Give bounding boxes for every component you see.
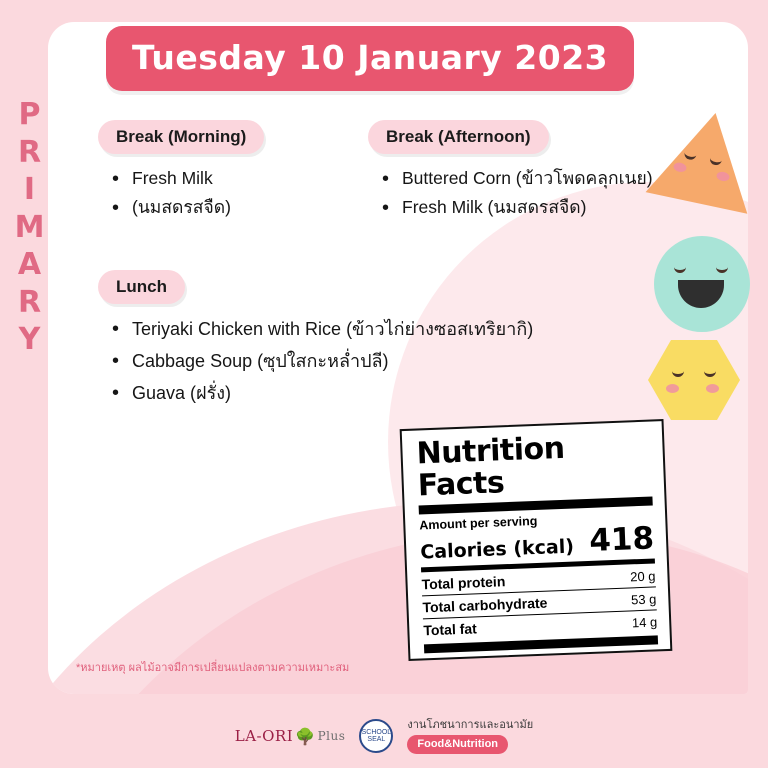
- list-item-continuation: • (นมสดรสจืด): [112, 195, 348, 220]
- nutrition-title: Nutrition Facts: [415, 430, 566, 503]
- section-title-break-afternoon: Break (Afternoon): [368, 120, 549, 154]
- list-item: • Teriyaki Chicken with Rice (ข้าวไก่ย่างซอสเทริยากิ): [112, 316, 698, 342]
- nutrient-name: Total fat: [423, 620, 478, 639]
- brand-name: LA-ORI: [234, 727, 294, 746]
- calories-label: Calories (kcal): [419, 535, 575, 564]
- tree-icon: 🌳: [295, 726, 316, 746]
- circle-character-icon: [654, 236, 750, 332]
- list-item: • Fresh Milk: [112, 166, 348, 191]
- level-letter: R: [17, 284, 43, 320]
- amount-per-serving-label: Amount per serving: [419, 513, 538, 533]
- level-letter: I: [23, 172, 37, 207]
- food-nutrition-badge: Food&Nutrition: [407, 735, 508, 754]
- section-lunch: [98, 270, 698, 412]
- org-line: งานโภชนาการและอนามัย: [407, 719, 534, 732]
- list-item: • Buttered Corn (ข้าวโพดคลุกเนย): [382, 166, 708, 191]
- nutrient-name: Total carbohydrate: [422, 594, 548, 616]
- level-letter: A: [17, 247, 43, 282]
- footnote: *หมายเหตุ ผลไม้อาจมีการเปลี่ยนแปลงตามความเหมาะสม: [76, 662, 350, 674]
- nutrition-facts-label: [400, 419, 673, 661]
- level-letter: Y: [18, 322, 42, 357]
- item-list-lunch: [98, 316, 698, 406]
- brand-suffix: Plus: [317, 729, 346, 744]
- item-list-break-morning: [98, 166, 348, 221]
- list-item: • Guava (ฝรั่ง): [112, 380, 698, 406]
- section-title-lunch: Lunch: [98, 270, 185, 304]
- nutrient-value: 14 g: [631, 614, 658, 631]
- seal-text: SCHOOL SEAL: [361, 728, 392, 744]
- nutrient-value: 53 g: [630, 591, 657, 608]
- nutrient-value: 20 g: [629, 568, 656, 585]
- list-item: • Fresh Milk (นมสดรสจืด): [382, 195, 708, 220]
- level-letter: R: [17, 134, 43, 170]
- footer-bar: [0, 718, 768, 754]
- section-break-morning: [98, 120, 348, 225]
- school-seal-icon: [359, 719, 393, 753]
- section-title-break-morning: Break (Morning): [98, 120, 264, 154]
- level-label-primary: [8, 96, 52, 359]
- level-letter: M: [14, 209, 46, 245]
- date-banner: Tuesday 10 January 2023: [106, 26, 634, 91]
- calories-value: 418: [588, 520, 655, 559]
- list-item: • Cabbage Soup (ซุปใสกะหล่ำปลี): [112, 348, 698, 374]
- level-letter: P: [18, 97, 42, 132]
- footer-org: [407, 718, 533, 754]
- brand-logo: [235, 727, 346, 746]
- nutrient-name: Total protein: [421, 573, 506, 593]
